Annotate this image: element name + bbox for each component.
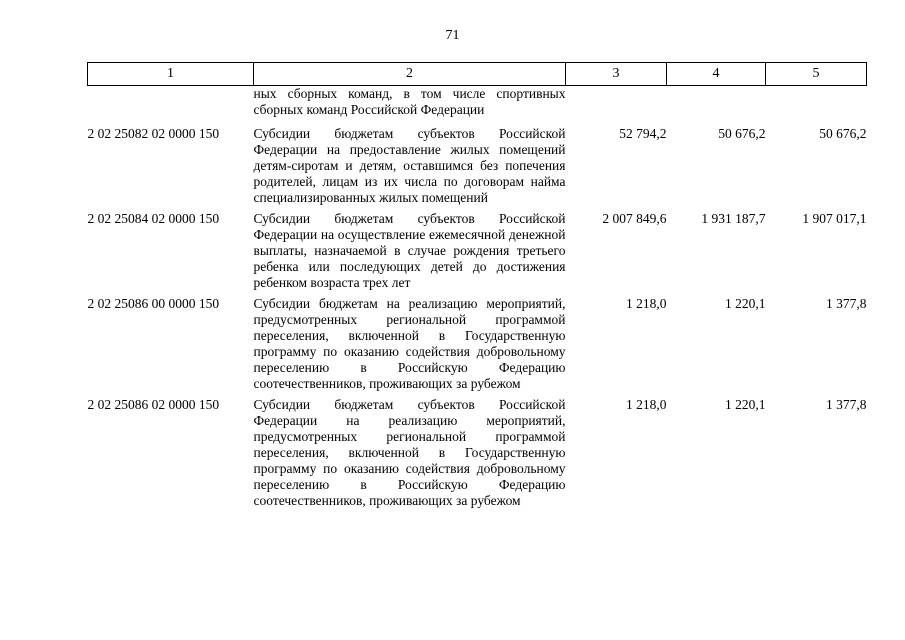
row-code: 2 02 25086 00 0000 150 [87, 296, 220, 311]
row-description: Субсидии бюджетам на реализацию мероприятий, предусмотренных региональной программой переселения, включенной в Государственную программу по оказанию содействия добровольному переселению в Российскую Федерацию соотечественников, проживающих за рубежом [253, 296, 566, 391]
row-code: 2 02 25084 02 0000 150 [87, 211, 220, 226]
row-value-5: 1 377,8 [826, 397, 867, 412]
column-header-4: 4 [667, 63, 766, 86]
row-value-4: 1 220,1 [725, 397, 766, 412]
row-value-3: 2 007 849,6 [602, 211, 667, 226]
table-header-row [88, 63, 867, 86]
row-value-5: 1 377,8 [826, 296, 867, 311]
row-value-5: 1 907 017,1 [802, 211, 867, 226]
row-value-4: 1 220,1 [725, 296, 766, 311]
row-value-4: 50 676,2 [718, 126, 766, 141]
row-code: 2 02 25086 02 0000 150 [87, 397, 220, 412]
row-description: Субсидии бюджетам субъектов Российской Федерации на реализацию мероприятий, предусмотренных региональной программой переселения, включенной в Государственную программу по оказанию содействия добровольному переселению в Российскую Федерацию соотечественников, проживающих за рубежом [253, 397, 566, 508]
row-value-4 [667, 86, 766, 127]
row-description: ных сборных команд, в том числе спортивных сборных команд Российской Федерации [253, 86, 566, 117]
row-value-5 [766, 86, 867, 127]
row-code [88, 86, 254, 127]
column-header-5: 5 [766, 63, 867, 86]
table-row [88, 397, 867, 514]
row-code: 2 02 25082 02 0000 150 [87, 126, 220, 141]
row-value-3: 1 218,0 [626, 296, 667, 311]
budget-table [87, 62, 867, 514]
row-value-4: 1 931 187,7 [701, 211, 766, 226]
row-value-3: 1 218,0 [626, 397, 667, 412]
row-description: Субсидии бюджетам субъектов Российской Федерации на осуществление ежемесячной денежной выплаты, назначаемой в случае рождения третьего ребенка или последующих детей до достижения ребенком возраста трех лет [253, 211, 566, 290]
row-description: Субсидии бюджетам субъектов Российской Федерации на предоставление жилых помещений детям-сиротам и детям, оставшимся без попечения родителей, лицам из их числа по договорам найма специализированных жилых помещений [253, 126, 566, 205]
table-row-continuation [88, 86, 867, 127]
row-value-3 [566, 86, 667, 127]
page-number: 71 [445, 28, 460, 43]
column-header-3: 3 [566, 63, 667, 86]
row-value-5: 50 676,2 [819, 126, 867, 141]
table-row [88, 126, 867, 211]
column-header-2: 2 [254, 63, 566, 86]
row-value-3: 52 794,2 [619, 126, 667, 141]
table-row [88, 211, 867, 296]
column-header-1: 1 [88, 63, 254, 86]
table-row [88, 296, 867, 397]
